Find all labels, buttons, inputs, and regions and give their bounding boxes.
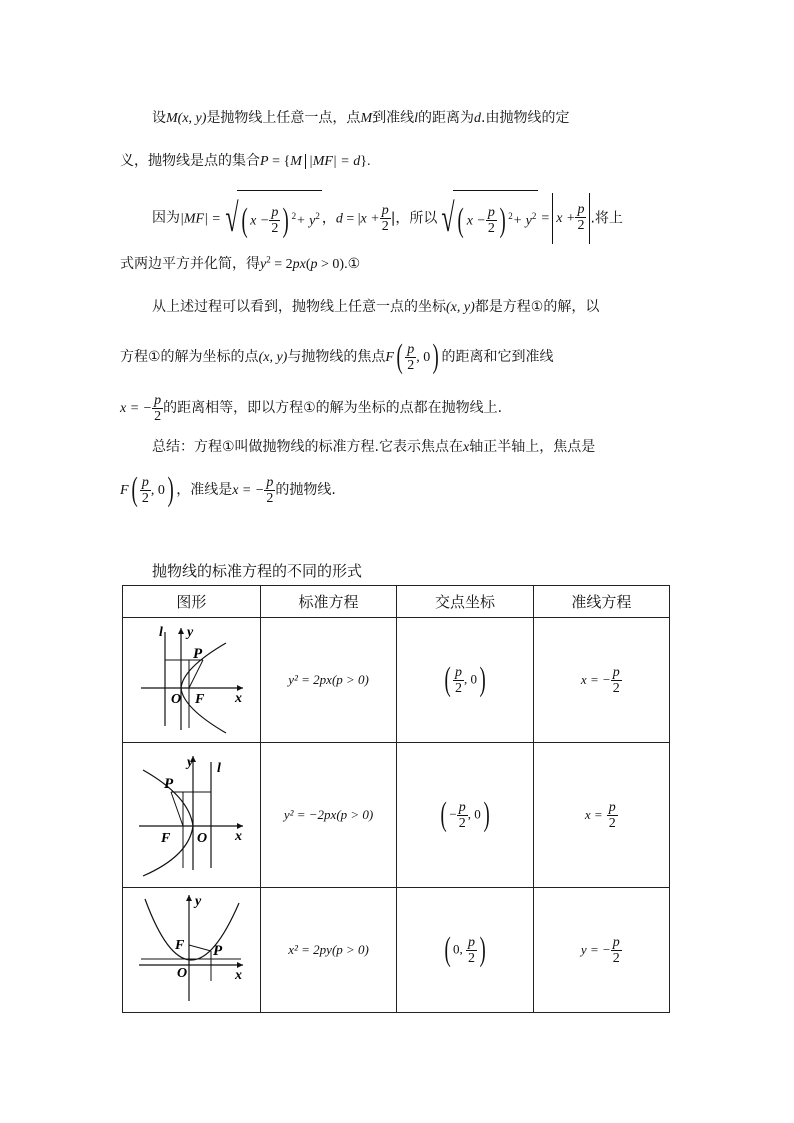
equation-cell: y² = 2px(p > 0) — [260, 618, 397, 743]
text: 轴正半轴上，焦点是 — [469, 439, 596, 455]
para2 — [120, 190, 680, 240]
text: 都是方程①的解，以 — [474, 299, 600, 315]
math: F — [120, 483, 129, 498]
header-directrix: 准线方程 — [533, 586, 669, 618]
fraction: $\frac{p}{2}$ — [271, 205, 279, 237]
math: x = − — [120, 401, 153, 416]
graph-label-x: x — [235, 829, 243, 844]
text: 的距离为 — [418, 110, 474, 126]
text: ，准线是 — [176, 482, 233, 498]
math: + y — [512, 213, 532, 229]
focus-cell: ( $\frac{p}{2}$ , 0) — [397, 618, 533, 743]
parabola-left-graph — [131, 748, 251, 878]
text: 是抛物线上任意一点，点 — [206, 110, 361, 126]
math: y — [260, 257, 267, 272]
graph-label-x: x — [235, 968, 243, 983]
text: ， — [321, 210, 336, 227]
header-equation: 标准方程 — [260, 586, 397, 618]
math: = | — [342, 211, 361, 227]
text: 方程①的解为坐标的点 — [120, 349, 259, 365]
table-row — [123, 888, 670, 1013]
text: .将上 — [590, 210, 623, 227]
math: M — [290, 154, 302, 169]
math: p — [310, 257, 318, 272]
table-caption: 抛物线的标准方程的不同的形式 — [152, 562, 363, 580]
equation-cell: x² = 2py(p > 0) — [260, 888, 397, 1013]
fraction: $\frac{p}{2}$ — [381, 202, 389, 234]
math: x — [463, 440, 470, 455]
parabola-table — [122, 585, 670, 1013]
sqrt-sign: √ — [225, 195, 239, 241]
sqrt-body: ( x − $\frac{p}{2}$ ) $^2+ y^2$ — [237, 190, 322, 247]
text: 设 — [152, 110, 166, 126]
math: x = − — [232, 483, 265, 498]
math: , 0 — [150, 483, 165, 498]
summary — [120, 436, 680, 456]
text: 与抛物线的焦点 — [287, 349, 386, 365]
graph-label-l: l — [217, 761, 222, 776]
graph-cell — [123, 618, 261, 743]
math: M — [360, 111, 373, 126]
math: (x, y) — [258, 350, 288, 365]
parabola-right-graph — [131, 618, 251, 738]
graph-label-y: y — [195, 894, 202, 909]
para3c: x = − $\frac{p}{2}$ 的距离相等，即以方程①的解为坐标的点都在抛物线上. — [120, 392, 503, 424]
math: d — [335, 211, 343, 227]
math: |MF| = d — [305, 154, 360, 169]
graph-cell — [123, 888, 261, 1013]
math: x − — [250, 213, 270, 229]
header-graph: 图形 — [123, 586, 261, 618]
graph-label-P: P — [193, 646, 203, 662]
text: 的距离和它到准线 — [441, 349, 554, 365]
graph-label-O: O — [171, 692, 182, 707]
math: + y — [296, 213, 316, 229]
math: P — [260, 154, 269, 169]
focus-cell: ( 0, $\frac{p}{2}$ ) — [397, 888, 533, 1013]
summary-2: F( $\frac{p}{2}$ , 0) ，准线是x = − $\frac{p}{2}$ 的抛物线. — [120, 471, 336, 508]
math: > 0).① — [317, 257, 361, 272]
math: l — [414, 111, 418, 126]
graph-label-P: P — [164, 776, 174, 792]
math: = 2 — [270, 257, 293, 272]
para3 — [120, 296, 680, 316]
math: x + — [360, 211, 380, 227]
para2b: 式两边平方并化简，得$y^2 = 2px(p$ > 0).① — [120, 254, 361, 272]
directrix-cell: x = $\frac{p}{2}$ — [533, 743, 669, 888]
math: px — [292, 257, 306, 272]
graph-label-F: F — [175, 938, 185, 953]
text: 总结：方程①叫做抛物线的标准方程.它表示焦点在 — [152, 439, 463, 455]
text: 式两边平方并化简，得 — [120, 256, 260, 272]
para3b: 方程①的解为坐标的点(x, y)与抛物线的焦点F( $\frac{p}{2}$ , 0) 的距离和它到准线 — [120, 338, 554, 375]
table-header-row — [123, 586, 670, 618]
focus-cell: ( − $\frac{p}{2}$ , 0) — [397, 743, 533, 888]
table-row — [123, 618, 670, 743]
para1 — [120, 107, 680, 127]
directrix-cell: y = − $\frac{p}{2}$ — [533, 888, 669, 1013]
text: 的距离相等，即以方程①的解为坐标的点都在抛物线上. — [163, 400, 503, 416]
table-row — [123, 743, 670, 888]
text: 从上述过程可以看到，抛物线上任意一点的坐标 — [152, 299, 446, 315]
graph-label-y: y — [187, 755, 194, 770]
abs: x + $\frac{p}{2}$ — [552, 193, 590, 244]
parabola-up-graph — [131, 889, 251, 1007]
para1b — [120, 150, 680, 170]
math: d — [474, 111, 481, 126]
graph-label-x: x — [235, 691, 243, 706]
math: = { — [268, 154, 291, 169]
math: M — [166, 111, 178, 126]
text: 义，抛物线是点的集合 — [120, 153, 260, 169]
math: = — [541, 211, 550, 227]
math: |MF| = — [180, 211, 221, 227]
math: }. — [360, 154, 371, 169]
directrix-cell: x = − $\frac{p}{2}$ — [533, 618, 669, 743]
graph-label-O: O — [197, 831, 208, 846]
math: (x, y) — [446, 300, 475, 315]
graph-cell — [123, 743, 261, 888]
graph-label-y: y — [187, 625, 194, 640]
text: 到准线 — [372, 110, 415, 126]
text: 的抛物线. — [275, 482, 336, 498]
text: 因为 — [152, 210, 180, 227]
math: (x, y) — [177, 111, 207, 126]
text: |，所以 — [390, 210, 438, 227]
header-focus: 交点坐标 — [397, 586, 533, 618]
math: x − — [466, 213, 486, 229]
sqrt-body: ( x − $\frac{p}{2}$ ) $^2+ y^2$ — [453, 190, 538, 247]
graph-label-l: l — [159, 625, 164, 640]
math: , 0 — [416, 350, 431, 365]
fraction: $\frac{p}{2}$ — [487, 205, 495, 237]
math: F — [385, 350, 394, 365]
graph-label-P: P — [213, 943, 223, 959]
graph-label-F: F — [195, 692, 205, 707]
graph-label-F: F — [161, 831, 171, 846]
graph-label-O: O — [177, 966, 188, 981]
text: .由抛物线的定 — [481, 110, 570, 126]
math: ( — [305, 257, 311, 272]
sqrt-sign: √ — [441, 195, 455, 241]
equation-cell: y² = −2px(p > 0) — [260, 743, 397, 888]
